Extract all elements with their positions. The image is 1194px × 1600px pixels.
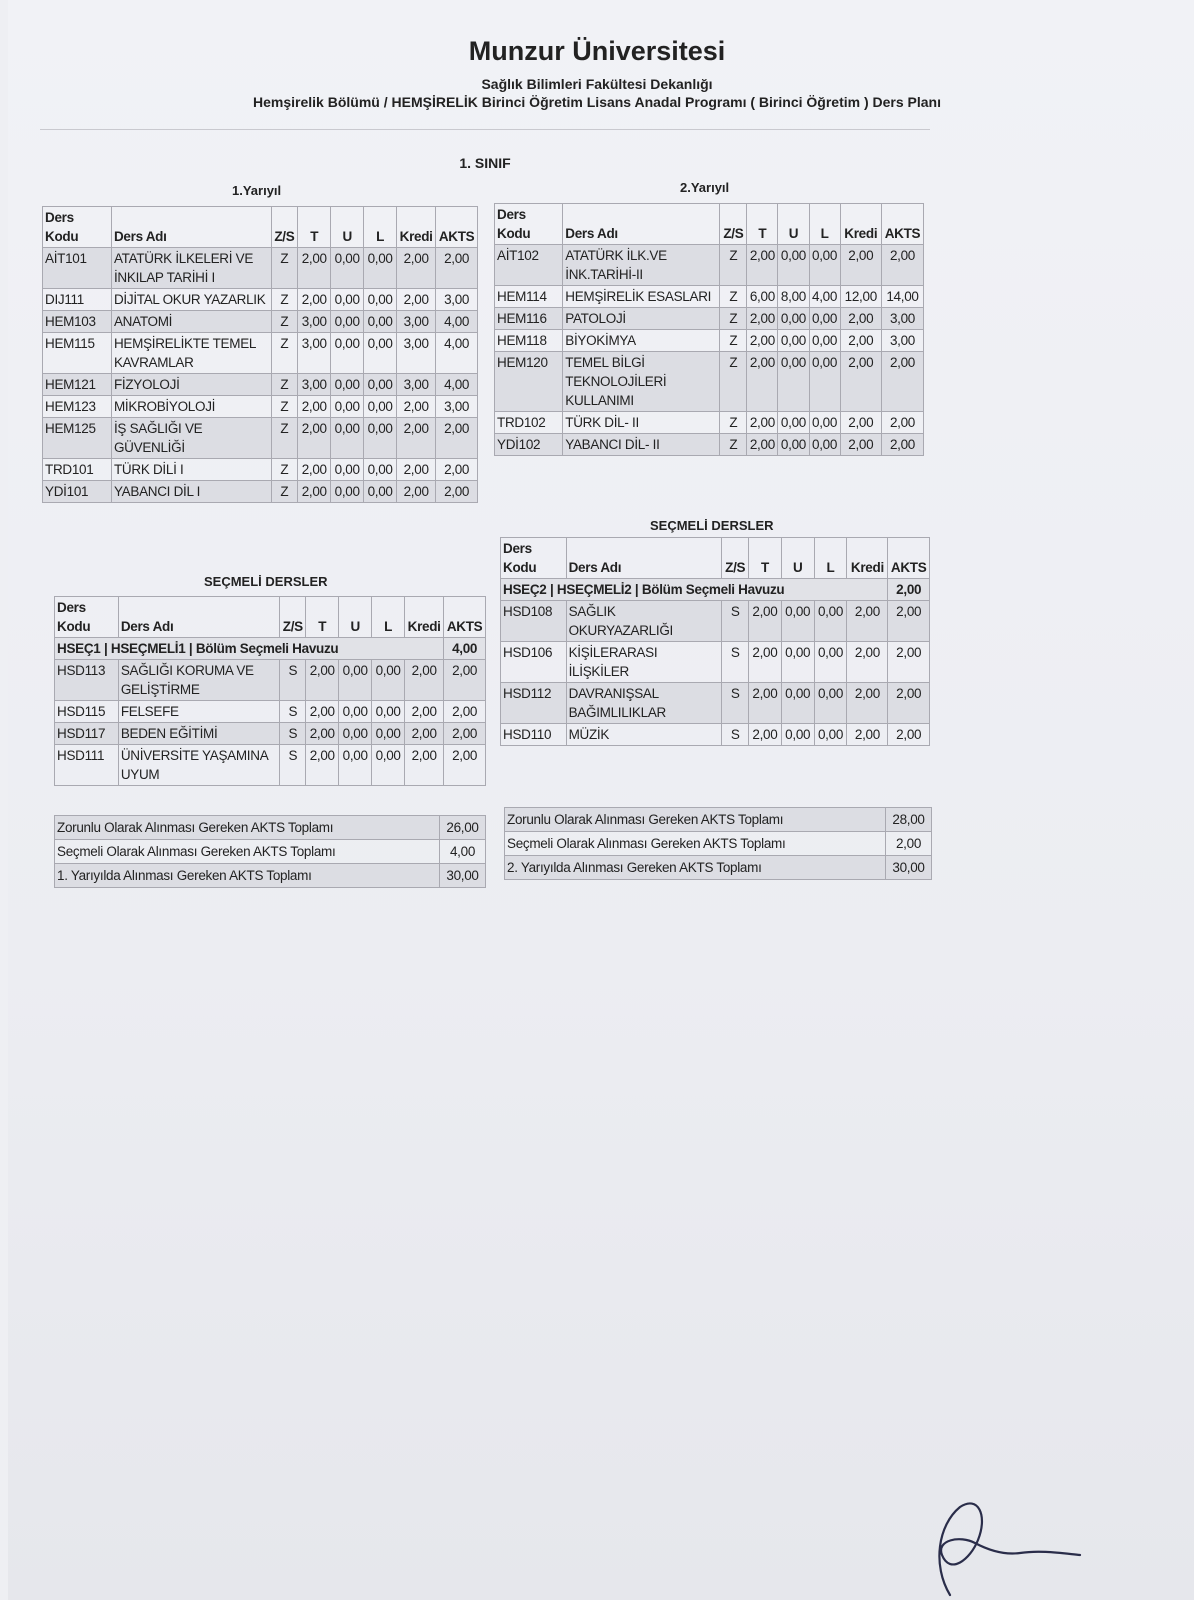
l-value: 0,00 (364, 333, 397, 374)
course-row (501, 601, 930, 642)
course-code: HEM123 (43, 396, 112, 418)
semester-2-courses-table (494, 203, 924, 456)
t-value: 2,00 (747, 308, 778, 330)
kredi-value: 3,00 (397, 374, 436, 396)
l-value: 0,00 (364, 459, 397, 481)
total-label: Zorunlu Olarak Alınması Gereken AKTS Toplamı (55, 816, 440, 840)
zs-value: Z (720, 286, 747, 308)
kredi-value: 3,00 (397, 311, 436, 333)
kredi-value: 2,00 (840, 352, 881, 412)
u-header: U (339, 597, 372, 638)
total-label: 1. Yarıyılda Alınması Gereken AKTS Toplamı (55, 864, 440, 888)
t-value: 2,00 (306, 745, 339, 786)
u-value: 0,00 (778, 352, 809, 412)
kredi-value: 3,00 (397, 333, 436, 374)
u-value: 0,00 (331, 311, 364, 333)
course-name: PATOLOJİ (563, 308, 720, 330)
kredi-value: 2,00 (840, 330, 881, 352)
header-row (495, 204, 924, 245)
t-value: 2,00 (298, 396, 331, 418)
zs-header: Z/S (280, 597, 306, 638)
t-value: 3,00 (298, 374, 331, 396)
zs-value: Z (720, 330, 747, 352)
kredi-value: 2,00 (397, 459, 436, 481)
t-value: 2,00 (298, 418, 331, 459)
l-value: 0,00 (809, 352, 840, 412)
course-code: HSD112 (501, 683, 567, 724)
zs-value: Z (271, 311, 298, 333)
course-row (43, 311, 478, 333)
l-value: 0,00 (814, 642, 847, 683)
semester-1-electives-title: SEÇMELİ DERSLER (204, 574, 328, 589)
course-code: TRD102 (495, 412, 563, 434)
course-name: ÜNİVERSİTE YAŞAMINA UYUM (118, 745, 280, 786)
kredi-value: 2,00 (405, 701, 444, 723)
course-row (43, 396, 478, 418)
u-value: 0,00 (331, 396, 364, 418)
ders-kodu-header: Ders Kodu (501, 538, 567, 579)
zs-value: S (722, 601, 749, 642)
course-name: ATATÜRK İLKELERİ VE İNKILAP TARİHİ I (111, 248, 271, 289)
u-value: 0,00 (331, 289, 364, 311)
course-code: TRD101 (43, 459, 112, 481)
ders-kodu-header: Ders Kodu (43, 207, 112, 248)
t-header: T (747, 204, 778, 245)
akts-value: 3,00 (436, 396, 478, 418)
akts-value: 3,00 (881, 330, 923, 352)
year-title: 1. SINIF (459, 155, 511, 171)
kredi-value: 2,00 (405, 723, 444, 745)
l-value: 0,00 (372, 701, 405, 723)
course-name: YABANCI DİL- II (563, 434, 720, 456)
course-code: YDİ102 (495, 434, 563, 456)
course-code: HSD113 (55, 660, 119, 701)
course-row (501, 724, 930, 746)
u-value: 0,00 (781, 642, 814, 683)
course-name: MİKROBİYOLOJİ (111, 396, 271, 418)
t-header: T (298, 207, 331, 248)
handwritten-signature (920, 1495, 1090, 1600)
t-value: 2,00 (306, 660, 339, 701)
course-code: DIJ111 (43, 289, 112, 311)
zs-value: Z (271, 333, 298, 374)
course-row (43, 289, 478, 311)
u-value: 0,00 (778, 434, 809, 456)
zs-header: Z/S (720, 204, 747, 245)
total-row (55, 840, 486, 864)
akts-value: 2,00 (888, 683, 930, 724)
course-name: HEMŞİRELİKTE TEMEL KAVRAMLAR (111, 333, 271, 374)
zs-value: Z (271, 418, 298, 459)
t-value: 3,00 (298, 311, 331, 333)
course-name: FİZYOLOJİ (111, 374, 271, 396)
t-value: 6,00 (747, 286, 778, 308)
course-name: ANATOMİ (111, 311, 271, 333)
l-header: L (364, 207, 397, 248)
total-label: Seçmeli Olarak Alınması Gereken AKTS Toplamı (55, 840, 440, 864)
zs-value: S (280, 701, 306, 723)
course-row (43, 333, 478, 374)
zs-value: Z (720, 245, 747, 286)
course-name: TEMEL BİLGİ TEKNOLOJİLERİ KULLANIMI (563, 352, 720, 412)
course-row (495, 434, 924, 456)
l-value: 0,00 (814, 724, 847, 746)
l-value: 0,00 (364, 289, 397, 311)
l-value: 0,00 (364, 481, 397, 503)
l-value: 0,00 (809, 245, 840, 286)
l-value: 0,00 (372, 660, 405, 701)
total-row (505, 808, 932, 832)
t-value: 2,00 (306, 723, 339, 745)
course-name: YABANCI DİL I (111, 481, 271, 503)
semester-2-electives-table (500, 537, 930, 746)
kredi-value: 2,00 (847, 642, 888, 683)
semester-2-totals-table (504, 807, 932, 880)
zs-value: S (280, 745, 306, 786)
u-value: 0,00 (781, 724, 814, 746)
course-row (495, 245, 924, 286)
course-row (55, 723, 486, 745)
u-value: 8,00 (778, 286, 809, 308)
akts-header: AKTS (436, 207, 478, 248)
zs-value: Z (720, 308, 747, 330)
zs-value: Z (271, 289, 298, 311)
l-value: 0,00 (364, 396, 397, 418)
kredi-value: 2,00 (840, 308, 881, 330)
semester-1-totals-table (54, 815, 486, 888)
l-header: L (372, 597, 405, 638)
course-row (43, 459, 478, 481)
zs-value: Z (271, 481, 298, 503)
akts-value: 3,00 (881, 308, 923, 330)
course-code: HEM121 (43, 374, 112, 396)
total-value: 26,00 (440, 816, 486, 840)
course-row (43, 418, 478, 459)
akts-value: 2,00 (436, 459, 478, 481)
course-row (43, 481, 478, 503)
l-value: 0,00 (364, 374, 397, 396)
course-row (55, 701, 486, 723)
total-value: 28,00 (886, 808, 932, 832)
t-value: 2,00 (749, 642, 782, 683)
course-name: HEMŞİRELİK ESASLARI (563, 286, 720, 308)
kredi-value: 2,00 (847, 724, 888, 746)
course-name: ATATÜRK İLK.VE İNK.TARİHİ-II (563, 245, 720, 286)
zs-value: S (722, 683, 749, 724)
course-code: HSD108 (501, 601, 567, 642)
l-value: 0,00 (809, 330, 840, 352)
semester-1-electives-table (54, 596, 486, 786)
akts-value: 2,00 (436, 418, 478, 459)
total-value: 30,00 (886, 856, 932, 880)
l-value: 0,00 (814, 601, 847, 642)
t-value: 2,00 (747, 412, 778, 434)
header-row (43, 207, 478, 248)
akts-value: 2,00 (881, 412, 923, 434)
course-row (43, 248, 478, 289)
l-value: 0,00 (364, 418, 397, 459)
course-name: BEDEN EĞİTİMİ (118, 723, 280, 745)
akts-value: 4,00 (436, 311, 478, 333)
u-value: 0,00 (339, 723, 372, 745)
t-value: 2,00 (747, 245, 778, 286)
kredi-header: Kredi (405, 597, 444, 638)
zs-value: Z (271, 248, 298, 289)
akts-header: AKTS (444, 597, 486, 638)
kredi-value: 2,00 (840, 434, 881, 456)
t-value: 2,00 (747, 352, 778, 412)
course-code: HSD115 (55, 701, 119, 723)
course-code: HSD111 (55, 745, 119, 786)
semester-2-electives-title: SEÇMELİ DERSLER (650, 518, 774, 533)
akts-value: 3,00 (436, 289, 478, 311)
akts-value: 2,00 (436, 248, 478, 289)
l-value: 0,00 (809, 434, 840, 456)
l-value: 0,00 (809, 412, 840, 434)
total-value: 30,00 (440, 864, 486, 888)
akts-value: 2,00 (888, 724, 930, 746)
t-header: T (306, 597, 339, 638)
akts-value: 2,00 (881, 352, 923, 412)
total-value: 2,00 (886, 832, 932, 856)
u-header: U (331, 207, 364, 248)
total-row (55, 816, 486, 840)
total-row (505, 856, 932, 880)
akts-value: 2,00 (881, 245, 923, 286)
u-value: 0,00 (778, 412, 809, 434)
course-code: HEM118 (495, 330, 563, 352)
kredi-value: 2,00 (840, 245, 881, 286)
course-row (501, 642, 930, 683)
course-code: HSD106 (501, 642, 567, 683)
u-value: 0,00 (331, 248, 364, 289)
semester-1-title: 1.Yarıyıl (232, 183, 282, 198)
elective-pool-row (501, 579, 930, 601)
ders-kodu-header: Ders Kodu (55, 597, 119, 638)
kredi-header: Kredi (397, 207, 436, 248)
zs-value: S (722, 642, 749, 683)
total-row (55, 864, 486, 888)
t-value: 2,00 (749, 724, 782, 746)
course-name: İŞ SAĞLIĞI VE GÜVENLİĞİ (111, 418, 271, 459)
course-name: FELSEFE (118, 701, 280, 723)
faculty-title: Sağlık Bilimleri Fakültesi Dekanlığı (481, 76, 713, 92)
course-code: HEM115 (43, 333, 112, 374)
u-value: 0,00 (778, 308, 809, 330)
university-title: Munzur Üniversitesi (468, 36, 726, 66)
course-row (55, 660, 486, 701)
l-header: L (809, 204, 840, 245)
u-value: 0,00 (331, 481, 364, 503)
u-value: 0,00 (339, 701, 372, 723)
course-code: HEM103 (43, 311, 112, 333)
zs-header: Z/S (722, 538, 749, 579)
ders-adi-header: Ders Adı (566, 538, 722, 579)
akts-value: 2,00 (436, 481, 478, 503)
u-value: 0,00 (778, 330, 809, 352)
ders-adi-header: Ders Adı (111, 207, 271, 248)
l-value: 0,00 (809, 308, 840, 330)
akts-header: AKTS (881, 204, 923, 245)
zs-value: Z (271, 396, 298, 418)
total-value: 4,00 (440, 840, 486, 864)
zs-value: S (722, 724, 749, 746)
u-value: 0,00 (781, 683, 814, 724)
kredi-value: 2,00 (847, 601, 888, 642)
akts-value: 2,00 (444, 723, 486, 745)
kredi-header: Kredi (847, 538, 888, 579)
zs-value: Z (271, 459, 298, 481)
course-code: AİT101 (43, 248, 112, 289)
kredi-value: 2,00 (847, 683, 888, 724)
kredi-value: 2,00 (405, 745, 444, 786)
l-value: 0,00 (814, 683, 847, 724)
pool-akts: 2,00 (888, 579, 930, 601)
u-value: 0,00 (331, 459, 364, 481)
program-title: Hemşirelik Bölümü / HEMŞİRELİK Birinci Öğretim Lisans Anadal Programı ( Birinci Öğretim ) Ders Planı (253, 94, 941, 110)
elective-pool-row (55, 638, 486, 660)
t-value: 2,00 (747, 330, 778, 352)
l-value: 0,00 (372, 723, 405, 745)
course-row (495, 286, 924, 308)
course-name: SAĞLIĞI KORUMA VE GELİŞTİRME (118, 660, 280, 701)
course-row (55, 745, 486, 786)
total-label: 2. Yarıyılda Alınması Gereken AKTS Toplamı (505, 856, 886, 880)
zs-value: S (280, 723, 306, 745)
zs-value: Z (271, 374, 298, 396)
course-name: BİYOKİMYA (563, 330, 720, 352)
course-name: DAVRANIŞSAL BAĞIMLILIKLAR (566, 683, 722, 724)
course-name: DİJİTAL OKUR YAZARLIK (111, 289, 271, 311)
kredi-value: 12,00 (840, 286, 881, 308)
ders-kodu-header: Ders Kodu (495, 204, 563, 245)
akts-header: AKTS (888, 538, 930, 579)
ders-adi-header: Ders Adı (563, 204, 720, 245)
course-name: TÜRK DİL- II (563, 412, 720, 434)
t-value: 2,00 (747, 434, 778, 456)
header-divider (40, 129, 930, 130)
total-label: Seçmeli Olarak Alınması Gereken AKTS Toplamı (505, 832, 886, 856)
u-value: 0,00 (331, 333, 364, 374)
course-code: HSD110 (501, 724, 567, 746)
kredi-value: 2,00 (397, 248, 436, 289)
u-value: 0,00 (781, 601, 814, 642)
l-value: 0,00 (372, 745, 405, 786)
akts-value: 4,00 (436, 374, 478, 396)
course-row (501, 683, 930, 724)
akts-value: 2,00 (444, 745, 486, 786)
akts-value: 2,00 (444, 701, 486, 723)
pool-akts: 4,00 (444, 638, 486, 660)
semester-1-courses-table (42, 206, 478, 503)
course-row (495, 352, 924, 412)
l-header: L (814, 538, 847, 579)
header-row (55, 597, 486, 638)
u-value: 0,00 (339, 745, 372, 786)
ders-adi-header: Ders Adı (118, 597, 280, 638)
course-name: KİŞİLERARASI İLİŞKİLER (566, 642, 722, 683)
akts-value: 4,00 (436, 333, 478, 374)
t-value: 2,00 (298, 459, 331, 481)
u-value: 0,00 (778, 245, 809, 286)
course-row (495, 308, 924, 330)
kredi-value: 2,00 (397, 418, 436, 459)
akts-value: 2,00 (881, 434, 923, 456)
course-name: SAĞLIK OKURYAZARLIĞI (566, 601, 722, 642)
kredi-header: Kredi (840, 204, 881, 245)
t-value: 2,00 (749, 601, 782, 642)
pool-label: HSEÇ2 | HSEÇMELİ2 | Bölüm Seçmeli Havuzu (501, 579, 888, 601)
zs-value: Z (720, 412, 747, 434)
course-code: HEM120 (495, 352, 563, 412)
u-value: 0,00 (331, 374, 364, 396)
course-name: TÜRK DİLİ I (111, 459, 271, 481)
t-value: 2,00 (298, 248, 331, 289)
u-value: 0,00 (339, 660, 372, 701)
u-value: 0,00 (331, 418, 364, 459)
total-label: Zorunlu Olarak Alınması Gereken AKTS Toplamı (505, 808, 886, 832)
l-value: 0,00 (364, 248, 397, 289)
akts-value: 2,00 (888, 642, 930, 683)
course-name: MÜZİK (566, 724, 722, 746)
course-row (43, 374, 478, 396)
u-header: U (778, 204, 809, 245)
u-header: U (781, 538, 814, 579)
kredi-value: 2,00 (397, 289, 436, 311)
akts-value: 2,00 (888, 601, 930, 642)
t-header: T (749, 538, 782, 579)
course-code: HEM114 (495, 286, 563, 308)
kredi-value: 2,00 (397, 481, 436, 503)
kredi-value: 2,00 (840, 412, 881, 434)
header-row (501, 538, 930, 579)
akts-value: 14,00 (881, 286, 923, 308)
course-code: AİT102 (495, 245, 563, 286)
t-value: 2,00 (298, 289, 331, 311)
course-row (495, 330, 924, 352)
kredi-value: 2,00 (397, 396, 436, 418)
t-value: 3,00 (298, 333, 331, 374)
kredi-value: 2,00 (405, 660, 444, 701)
zs-value: Z (720, 434, 747, 456)
t-value: 2,00 (306, 701, 339, 723)
course-code: HSD117 (55, 723, 119, 745)
total-row (505, 832, 932, 856)
zs-header: Z/S (271, 207, 298, 248)
l-value: 4,00 (809, 286, 840, 308)
t-value: 2,00 (749, 683, 782, 724)
course-code: YDİ101 (43, 481, 112, 503)
course-code: HEM116 (495, 308, 563, 330)
zs-value: S (280, 660, 306, 701)
course-row (495, 412, 924, 434)
zs-value: Z (720, 352, 747, 412)
course-code: HEM125 (43, 418, 112, 459)
t-value: 2,00 (298, 481, 331, 503)
l-value: 0,00 (364, 311, 397, 333)
semester-2-title: 2.Yarıyıl (680, 180, 730, 195)
akts-value: 2,00 (444, 660, 486, 701)
pool-label: HSEÇ1 | HSEÇMELİ1 | Bölüm Seçmeli Havuzu (55, 638, 444, 660)
